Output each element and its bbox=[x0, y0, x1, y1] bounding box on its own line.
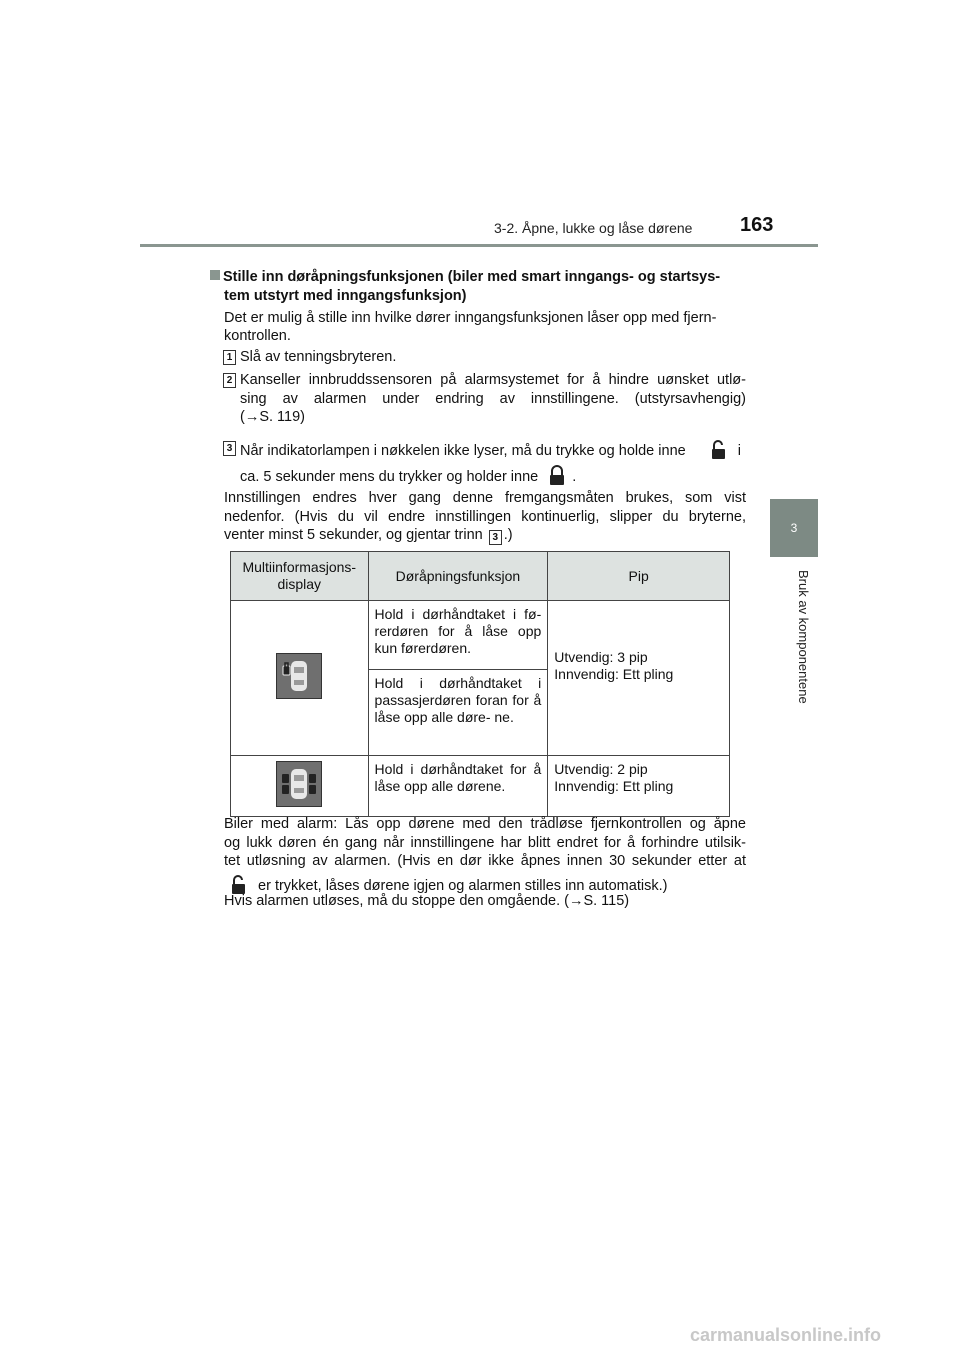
step-number-3: 3 bbox=[223, 441, 236, 456]
table-row bbox=[231, 756, 730, 817]
step-1-text: Slå av tenningsbryteren. bbox=[240, 349, 397, 365]
step-number-2: 2 bbox=[223, 373, 236, 388]
note-line-2: og lukk døren én gang når innstillingene har blitt endret for å forhindre utilsik- bbox=[224, 835, 746, 851]
after-steps-line-1: Innstillingen endres hver gang denne fremgangsmåten brukes, som vist bbox=[224, 490, 746, 506]
page-number: 163 bbox=[740, 214, 774, 236]
pip-group-2 bbox=[548, 756, 730, 817]
step-number-1: 1 bbox=[223, 350, 236, 365]
section-title: 3-2. Åpne, lukke og låse dørene bbox=[494, 220, 693, 236]
display-cell bbox=[231, 601, 369, 756]
car-all-doors-icon bbox=[276, 761, 322, 807]
intro-line-1: Det er mulig å stille inn hvilke dører inngangsfunksjonen låser opp med fjern- bbox=[224, 310, 717, 326]
header-display: Multiinformasjons- display bbox=[231, 552, 369, 601]
step-3-line-2: ca. 5 sekunder mens du trykker og holder inne . bbox=[240, 465, 576, 487]
pip-group-1-line-1: Utvendig: 3 pip bbox=[554, 648, 648, 665]
header-pip: Pip bbox=[548, 552, 730, 601]
after-steps-line-2: nedenfor. (Hvis du vil endre innstillingen kontinuerlig, slipper du bryterne, bbox=[224, 509, 746, 525]
row-1-function: Hold i dørhåndtaket i fø- rerdøren for å låse opp kun førerdøren. bbox=[368, 601, 548, 670]
lock-button-icon bbox=[546, 465, 568, 487]
note-line-1: Biler med alarm: Lås opp dørene med den trådløse fjernkontrollen og åpne bbox=[224, 816, 746, 832]
step-reference-3: 3 bbox=[489, 530, 502, 545]
chapter-tab: 3 bbox=[770, 499, 818, 557]
intro-line-2: kontrollen. bbox=[224, 328, 291, 344]
step-2-line-1: Kanseller innbruddssensoren på alarmsystemet for å hindre uønsket utlø- bbox=[240, 372, 746, 388]
after-steps-line-3: venter minst 5 sekunder, og gjentar trinn 3 .) bbox=[224, 527, 513, 543]
note-line-5: Hvis alarmen utløses, må du stoppe den omgående. (→S. 115) bbox=[224, 893, 630, 909]
table-row bbox=[231, 601, 730, 670]
note-line-3: tet utløsning av alarmen. (Hvis en dør ikke åpnes innen 30 sekunder etter at bbox=[224, 853, 746, 869]
door-function-table bbox=[230, 551, 730, 817]
pip-group-1-line-2: Innvendig: Ett pling bbox=[554, 665, 674, 682]
step-2-line-2: sing av alarmen under endring av innstillingene. (utstyrsavhengig) bbox=[240, 391, 746, 407]
pip-group-2-line-1: Utvendig: 2 pip bbox=[554, 761, 648, 777]
step-2-line-3: (→S. 119) bbox=[240, 409, 306, 425]
pip-group-2-line-2: Innvendig: Ett pling bbox=[554, 778, 674, 794]
pip-group-1 bbox=[548, 601, 730, 756]
table-header-row bbox=[231, 552, 730, 601]
step-3-line-1: Når indikatorlampen i nøkkelen ikke lyser, må du trykke og holde inne i bbox=[240, 439, 750, 461]
row-3-function: Hold i dørhåndtaket for å låse opp alle dørene. bbox=[368, 756, 548, 817]
display-cell bbox=[231, 756, 369, 817]
watermark: carmanualsonline.info bbox=[690, 1325, 882, 1345]
unlock-button-icon bbox=[708, 439, 730, 461]
note-line-4: er trykket, låses dørene igjen og alarmen stilles inn automatisk.) bbox=[224, 874, 667, 896]
bullet-square-icon bbox=[210, 270, 220, 280]
chapter-side-label: Bruk av komponentene bbox=[796, 570, 811, 704]
heading-line-2: tem utstyrt med inngangsfunksjon) bbox=[224, 288, 467, 304]
row-2-function: Hold i dørhåndtaket i passasjerdøren foran for å låse opp alle døre- ne. bbox=[368, 670, 548, 756]
car-driver-door-icon bbox=[276, 653, 322, 699]
header-rule bbox=[140, 244, 818, 247]
header-function: Døråpningsfunksjon bbox=[368, 552, 548, 601]
heading-line-1: Stille inn døråpningsfunksjonen (biler med smart inngangs- og startsys- bbox=[210, 268, 750, 287]
